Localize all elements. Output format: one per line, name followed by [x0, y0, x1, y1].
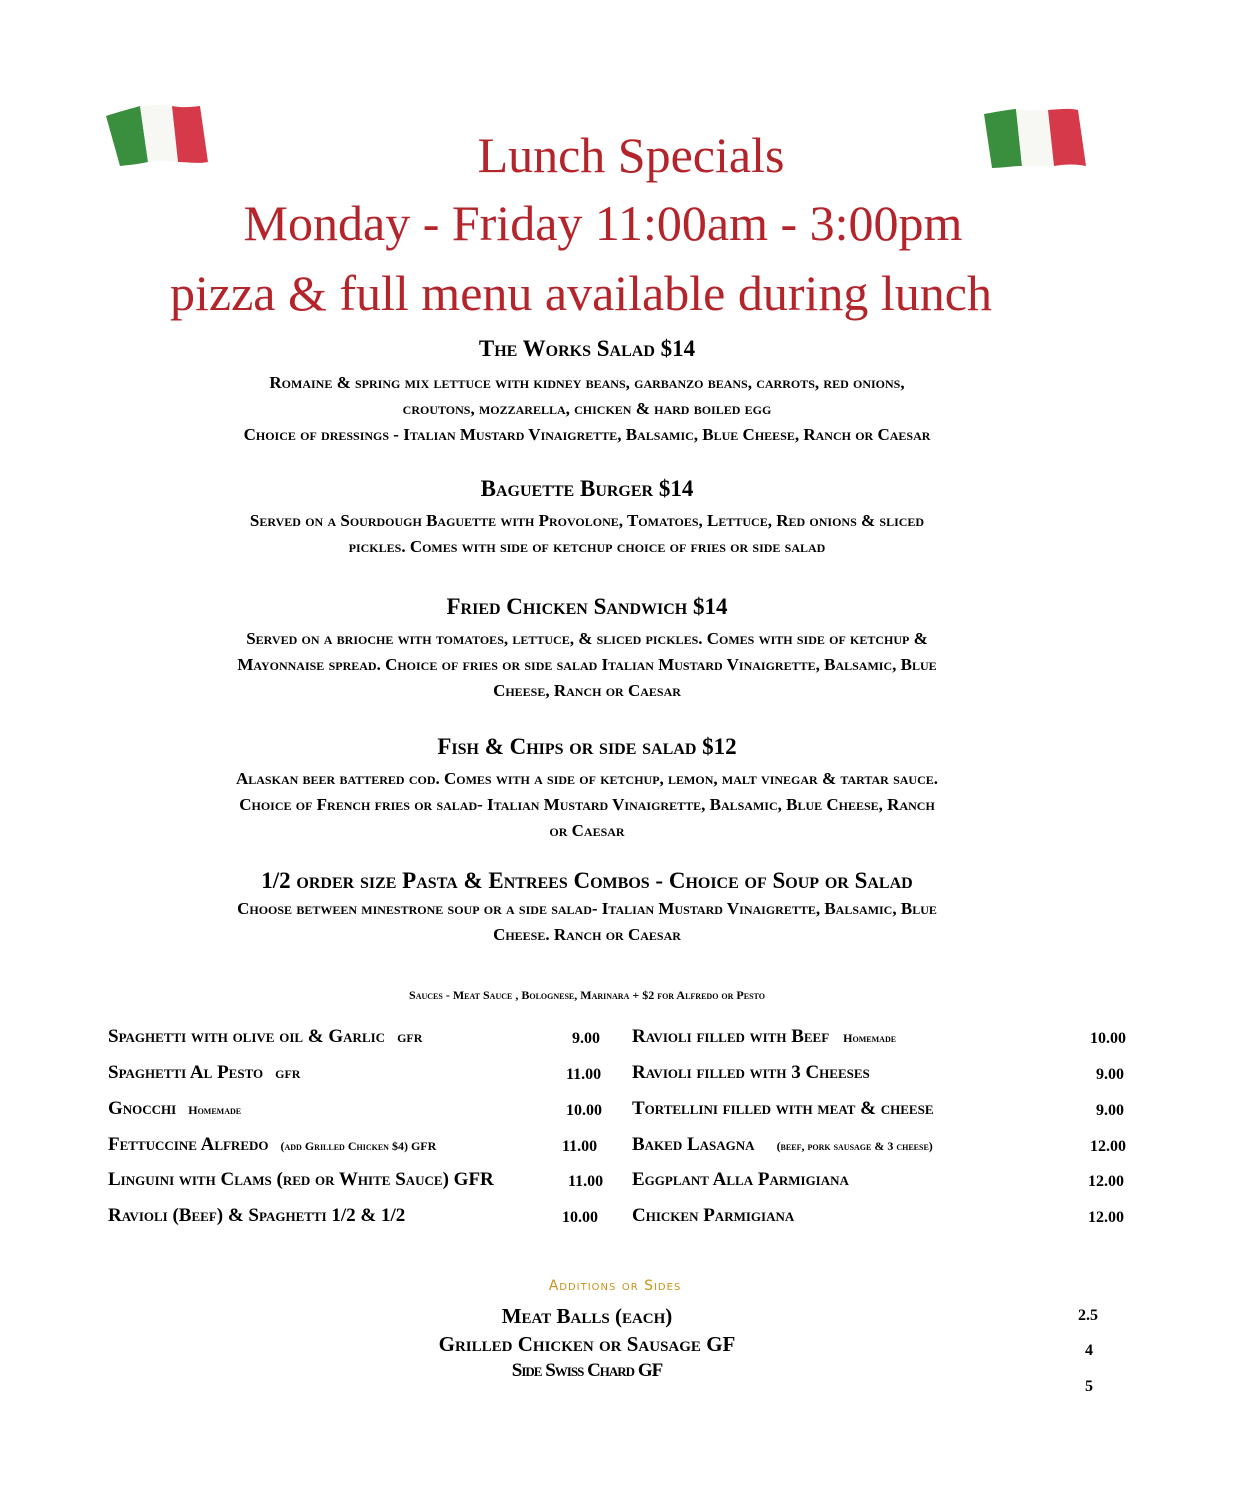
special-desc-line: Served on a Sourdough Baguette with Provolone, Tomatoes, Lettuce, Red onions & sliced — [249, 511, 925, 530]
menu-item-tag: Homemade — [843, 1031, 897, 1045]
menu-item-name: Baked Lasagna — [632, 1134, 755, 1155]
menu-item — [108, 1205, 405, 1227]
menu-item — [632, 1169, 849, 1191]
special-desc-line: croutons, mozzarella, chicken & hard boiled egg — [402, 399, 772, 418]
special-desc-line: Choice of dressings - Italian Mustard Vinaigrette, Balsamic, Blue Cheese, Ranch or Caesar — [243, 425, 931, 444]
full-menu-note: pizza & full menu available during lunch — [170, 265, 992, 321]
menu-item-tag: (add Grilled Chicken $4) GFR — [280, 1139, 437, 1153]
special-desc-line: Choice of French fries or salad- Italian Mustard Vinaigrette, Balsamic, Blue Cheese, Ranch — [239, 795, 935, 814]
menu-item-tag: GFR — [275, 1067, 301, 1081]
menu-item-tag: GFR — [397, 1031, 423, 1045]
menu-item-price: 10.00 — [566, 1102, 602, 1119]
special-works-salad — [80, 334, 1094, 448]
menu-item-name: Ravioli filled with Beef — [632, 1026, 830, 1047]
special-desc-line: Romaine & spring mix lettuce with kidney beans, garbanzo beans, carrots, red onions, — [269, 373, 905, 392]
menu-item-name: Fettuccine Alfredo — [108, 1134, 269, 1155]
menu-item-name: Spaghetti Al Pesto — [108, 1062, 264, 1083]
menu-item — [632, 1134, 933, 1156]
side-item-price: 5 — [1085, 1378, 1093, 1395]
menu-item-name: Linguini with Clams (red or White Sauce) GFR — [108, 1169, 494, 1190]
side-item-price: 2.5 — [1078, 1307, 1098, 1324]
menu-item-name: Ravioli filled with 3 Cheeses — [632, 1062, 870, 1083]
menu-item-name: Eggplant Alla Parmigiana — [632, 1169, 849, 1190]
special-fish-and-chips — [80, 732, 1094, 844]
menu-item — [632, 1062, 870, 1084]
special-desc-line: pickles. Comes with side of ketchup choice of fries or side salad — [348, 537, 826, 556]
side-item-name: Grilled Chicken or Sausage GF — [438, 1332, 736, 1356]
menu-item — [108, 1098, 241, 1120]
menu-item-tag: Homemade — [188, 1103, 242, 1117]
menu-item-price: 11.00 — [562, 1138, 598, 1155]
menu-item-name: Spaghetti with olive oil & Garlic — [108, 1026, 386, 1047]
menu-item-name: Tortellini filled with meat & cheese — [632, 1098, 934, 1119]
special-baguette-burger — [80, 474, 1094, 560]
menu-item-price: 9.00 — [572, 1030, 600, 1047]
special-desc-line: or Caesar — [549, 821, 625, 840]
special-title: Fried Chicken Sandwich $14 — [446, 594, 728, 619]
menu-item — [108, 1026, 422, 1048]
menu-item-price: 11.00 — [568, 1173, 604, 1190]
menu-item — [108, 1134, 436, 1156]
menu-item-price: 10.00 — [562, 1209, 598, 1226]
side-item-name: Side Swiss Chard GF — [511, 1360, 663, 1381]
menu-item-price: 12.00 — [1090, 1138, 1126, 1155]
special-desc-line: Cheese. Ranch or Caesar — [493, 925, 681, 944]
special-desc-line: Served on a brioche with tomatoes, lettuce, & sliced pickles. Comes with side of ketchup & — [246, 629, 928, 648]
menu-item-tag: (beef, pork sausage & 3 cheese) — [776, 1139, 933, 1153]
menu-item-price: 10.00 — [1090, 1030, 1126, 1047]
hours-heading: Monday - Friday 11:00am - 3:00pm — [243, 195, 963, 251]
menu-item-name: Chicken Parmigiana — [632, 1205, 795, 1226]
menu-item — [108, 1169, 494, 1191]
additions-heading: Additions or Sides — [548, 1278, 682, 1294]
menu-item-name: Ravioli (Beef) & Spaghetti 1/2 & 1/2 — [108, 1205, 406, 1226]
special-title: 1/2 order size Pasta & Entrees Combos - Choice of Soup or Salad — [261, 868, 913, 893]
menu-item-price: 12.00 — [1088, 1209, 1124, 1226]
special-title: Fish & Chips or side salad $12 — [437, 734, 737, 759]
special-desc-line: Choose between minestrone soup or a side salad- Italian Mustard Vinaigrette, Balsamic, Blue — [237, 899, 937, 918]
menu-item-price: 9.00 — [1096, 1066, 1124, 1083]
side-item-price: 4 — [1085, 1342, 1093, 1359]
special-title: Baguette Burger $14 — [480, 476, 694, 501]
sauces-note: Sauces - Meat Sauce , Bolognese, Marinara + $2 for Alfredo or Pesto — [409, 988, 765, 1002]
special-fried-chicken-sandwich — [80, 592, 1094, 704]
menu-item-price: 11.00 — [566, 1066, 602, 1083]
menu-item-price: 12.00 — [1088, 1173, 1124, 1190]
special-desc-line: Cheese, Ranch or Caesar — [493, 681, 681, 700]
special-title: The Works Salad $14 — [478, 336, 696, 361]
menu-item — [632, 1026, 896, 1048]
menu-item — [108, 1062, 300, 1084]
menu-item-price: 9.00 — [1096, 1102, 1124, 1119]
special-desc-line: Mayonnaise spread. Choice of fries or side salad Italian Mustard Vinaigrette, Balsamic, Blue — [237, 655, 937, 674]
menu-item — [632, 1098, 934, 1120]
menu-item-name: Gnocchi — [108, 1098, 177, 1119]
special-pasta-combos — [80, 866, 1094, 948]
menu-item — [632, 1205, 794, 1227]
side-item-name: Meat Balls (each) — [501, 1304, 673, 1328]
page-title: Lunch Specials — [477, 127, 785, 183]
special-desc-line: Alaskan beer battered cod. Comes with a side of ketchup, lemon, malt vinegar & tartar sauce. — [235, 769, 939, 788]
